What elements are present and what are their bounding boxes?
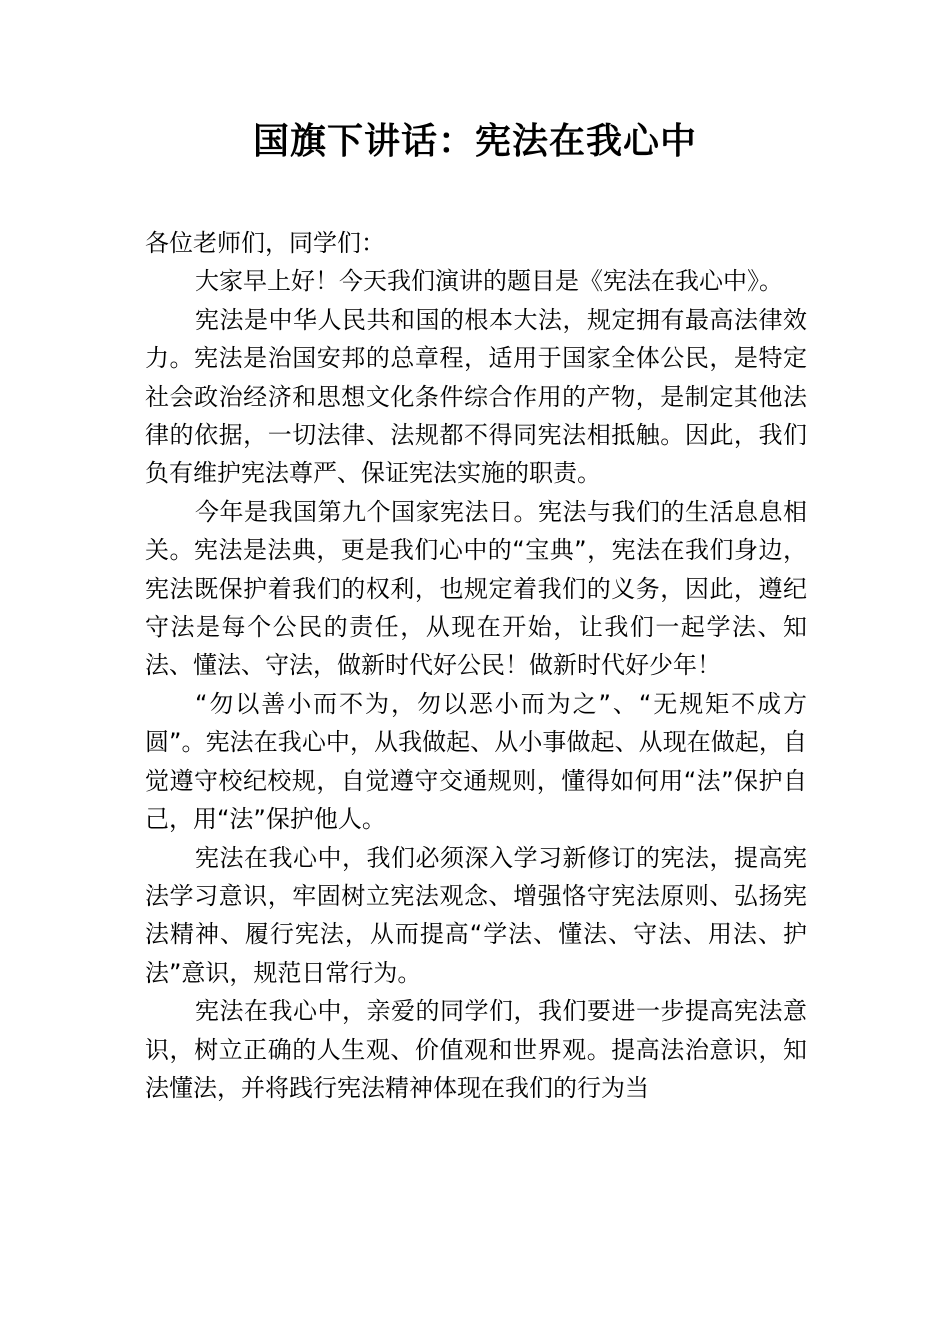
paragraph: 今年是我国第九个国家宪法日。宪法与我们的生活息息相关。宪法是法典，更是我们心中的“宝典”，宪法在我们身边，宪法既保护着我们的权利，也规定着我们的义务，因此，遵纪守法是每个公民的责任，从现在开始，让我们一起学法、知法、懂法、守法，做新时代好公民！做新时代好少年！ [145, 497, 807, 680]
document-title: 国旗下讲话：宪法在我心中 [252, 121, 697, 162]
paragraph: 宪法在我心中，我们必须深入学习新修订的宪法，提高宪法学习意识，牢固树立宪法观念、增强恪守宪法原则、弘扬宪法精神、履行宪法，从而提高“学法、懂法、守法、用法、护法”意识，规范日常行为。 [145, 843, 807, 987]
salutation: 各位老师们，同学们： [145, 229, 385, 257]
paragraph: 大家早上好！今天我们演讲的题目是《宪法在我心中》。 [195, 267, 783, 296]
document-body [145, 224, 807, 1107]
paragraph: 宪法是中华人民共和国的根本大法，规定拥有最高法律效力。宪法是治国安邦的总章程，适用于国家全体公民，是特定社会政治经济和思想文化条件综合作用的产物，是制定其他法律的依据，一切法律、法规都不得同宪法相抵触。因此，我们负有维护宪法尊严、保证宪法实施的职责。 [145, 305, 807, 488]
paragraph: “勿以善小而不为，勿以恶小而为之”、“无规矩不成方圆”。宪法在我心中，从我做起、从小事做起、从现在做起，自觉遵守校纪校规，自觉遵守交通规则，懂得如何用“法”保护自己，用“法”保护他人。 [145, 689, 807, 834]
paragraph: 宪法在我心中，亲爱的同学们，我们要进一步提高宪法意识，树立正确的人生观、价值观和世界观。提高法治意识，知法懂法，并将践行宪法精神体现在我们的行为当 [145, 997, 807, 1102]
